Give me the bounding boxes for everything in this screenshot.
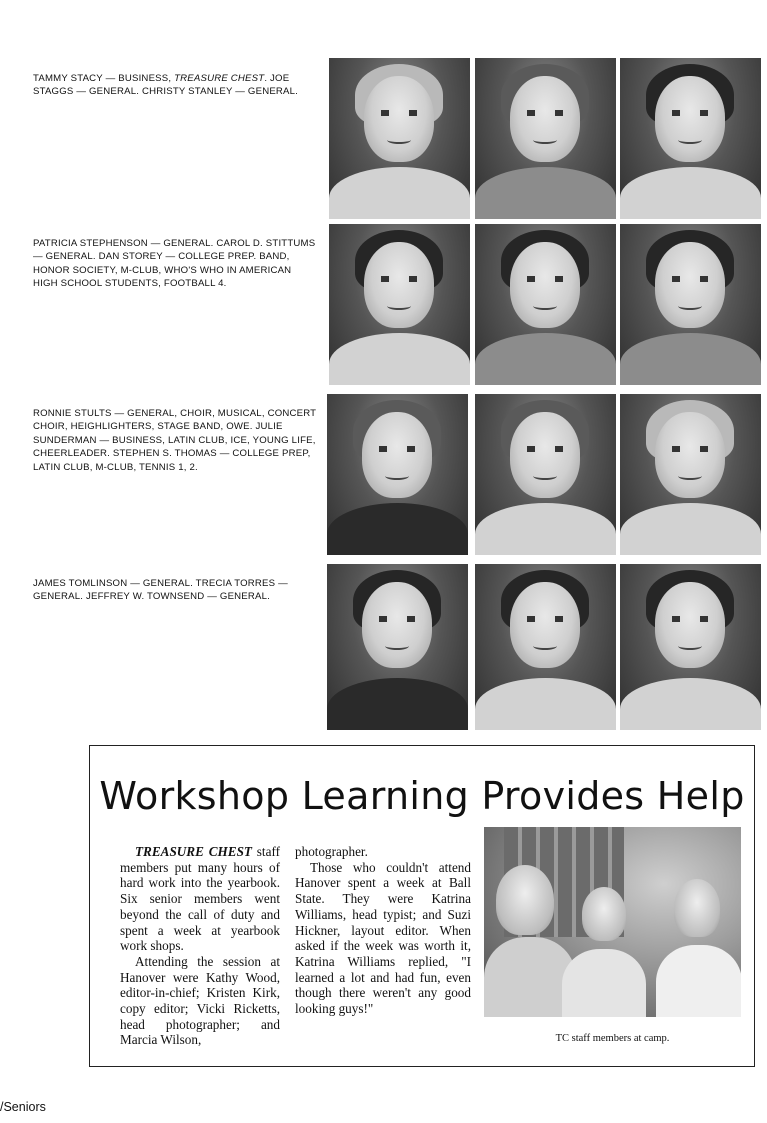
senior-caption-row-1: [33, 72, 318, 99]
senior-portrait-photo: [327, 564, 468, 730]
story-column-2-paragraph-1: photographer.: [295, 844, 368, 859]
camp-group-photo: [484, 827, 741, 1017]
senior-portrait-photo: [620, 58, 761, 219]
senior-portrait-photo: [620, 394, 761, 555]
page-folio: /Seniors: [0, 1100, 46, 1114]
senior-portrait-photo: [327, 394, 468, 555]
camp-photo-caption: TC staff members at camp.: [555, 1033, 670, 1044]
senior-caption-row-4: JAMES TOMLINSON — GENERAL. TRECIA TORRES — GENERAL. JEFFREY W. TOWNSEND — GENERAL.: [33, 578, 288, 603]
story-lead-italic: TREASURE CHEST: [135, 844, 252, 859]
senior-portrait-photo: [475, 224, 616, 385]
caption-1-before: TAMMY STACY — BUSINESS,: [33, 73, 175, 84]
senior-caption-row-2: PATRICIA STEPHENSON — GENERAL. CAROL D. STITTUMS — GENERAL. DAN STOREY — COLLEGE PREP. BAND, HONOR SOCIETY, M-CLUB, WHO'S WHO IN AMERICAN HIGH SCHOOL STUDENTS, FOOTBALL 4.: [33, 238, 316, 290]
senior-portrait-photo: [475, 394, 616, 555]
story-column-1-p1-text: staff members put many hours of hard work into the yearbook. Six senior members went beyond the call of duty and spent a week at yearbook work shops.: [120, 844, 280, 954]
senior-portrait-photo: [475, 564, 616, 730]
story-column-1-paragraph-1: [120, 844, 280, 954]
caption-1-after: . JOE STAGGS — GENERAL. CHRISTY STANLEY — GENERAL.: [33, 73, 299, 98]
story-column-1: [120, 844, 280, 1048]
senior-caption-row-3: RONNIE STULTS — GENERAL, CHOIR, MUSICAL, CONCERT CHOIR, HEIGHLIGHTERS, STAGE BAND, OWE. JULIE SUNDERMAN — BUSINESS, LATIN CLUB, ICE, YOUNG LIFE, CHEERLEADER. STEPHEN S. THOMAS — COLLEGE PREP, LATIN CLUB, M-CLUB, TENNIS 1, 2.: [33, 408, 317, 473]
story-column-1-paragraph-2: Attending the session at Hanover were Kathy Wood, editor-in-chief; Kristen Kirk, copy editor; Vicki Ricketts, head photographer; and Marcia Wilson,: [120, 953, 280, 1048]
senior-portrait-photo: [475, 58, 616, 219]
senior-portrait-photo: [620, 224, 761, 385]
story-column-2-paragraph-2: Those who couldn't attend Hanover spent a week at Ball State. They were Katrina Williams, head typist; and Suzi Hickner, layout editor. When asked if the week was worth it, Katrina Williams replied, "I learned a lot and had fun, even though there weren't any good looking guys!": [295, 859, 471, 1017]
senior-portrait-photo: [620, 564, 761, 730]
story-column-2: [295, 844, 471, 1017]
feature-headline: Workshop Learning Provides Help: [99, 774, 745, 818]
senior-portrait-photo: [329, 58, 470, 219]
caption-1-italic: TREASURE CHEST: [174, 73, 265, 84]
senior-portrait-photo: [329, 224, 470, 385]
